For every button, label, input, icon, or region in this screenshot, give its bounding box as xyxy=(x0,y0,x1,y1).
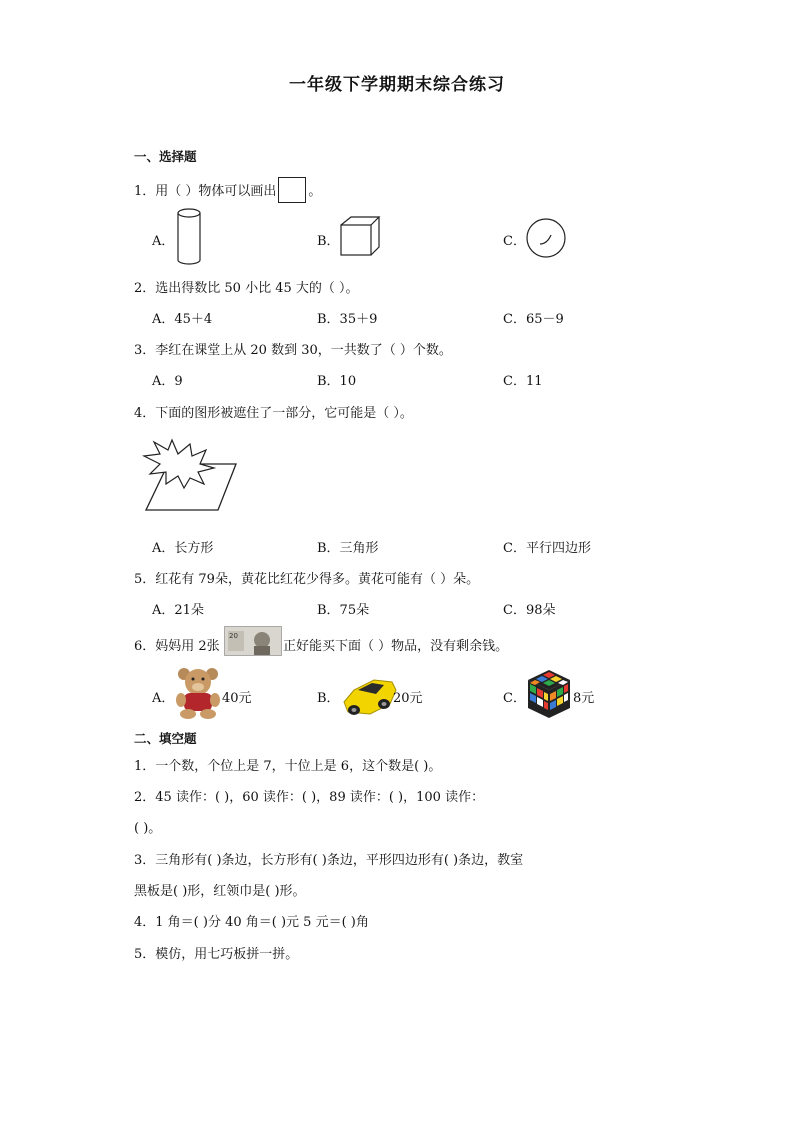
q5-option-a: A．21朵 xyxy=(152,603,204,618)
q6-option-c: C． xyxy=(503,691,526,706)
question-2: 2．选出得数比 50 小比 45 大的（ ）。 xyxy=(134,281,359,296)
page-title: 一年级下学期期末综合练习 xyxy=(289,75,505,95)
q1-option-a: A． xyxy=(152,234,175,249)
question-1 xyxy=(134,177,321,203)
fill-question-2-line2: ( )。 xyxy=(134,821,162,836)
section-heading-fill: 二、填空题 xyxy=(134,731,197,746)
q6-option-a: A． xyxy=(152,691,175,706)
q6-option-b: B． xyxy=(317,691,340,706)
q2-option-c: C．65－9 xyxy=(503,312,564,327)
rubiks-cube-icon xyxy=(526,668,572,720)
banknote-value: 20 xyxy=(229,632,238,640)
q1-option-b: B． xyxy=(317,234,340,249)
fill-question-4: 4．1 角＝( )分 40 角＝( )元 5 元＝( )角 xyxy=(134,915,369,930)
banknote-20-icon xyxy=(224,626,282,656)
question-6-pre: 6．妈妈用 2张 xyxy=(134,639,220,654)
question-3: 3．李红在课堂上从 20 数到 30，一共数了（ ）个数。 xyxy=(134,343,452,358)
fill-question-3-line1: 3．三角形有( )条边，长方形有( )条边，平形四边形有( )条边，教室 xyxy=(134,853,524,868)
q1-option-c: C． xyxy=(503,234,526,249)
question-6-post: 正好能买下面（ ）物品，没有剩余钱。 xyxy=(283,639,509,654)
covered-parallelogram-figure xyxy=(140,438,240,514)
q3-option-c: C．11 xyxy=(503,374,543,389)
q4-option-c: C．平行四边形 xyxy=(503,541,591,556)
fill-question-3-line2: 黑板是( )形，红领巾是( )形。 xyxy=(134,884,306,899)
q5-option-c: C．98朵 xyxy=(503,603,556,618)
square-figure xyxy=(278,177,306,203)
price-b: 20元 xyxy=(393,691,423,706)
q2-option-b: B．35＋9 xyxy=(317,312,378,327)
q4-option-b: B．三角形 xyxy=(317,541,379,556)
price-a: 40元 xyxy=(222,691,252,706)
cube-figure xyxy=(339,215,383,259)
question-5: 5．红花有 79朵，黄花比红花少得多。黄花可能有（ ）朵。 xyxy=(134,572,480,587)
toy-car-icon xyxy=(340,668,398,720)
q4-option-a: A．长方形 xyxy=(152,541,214,556)
q3-option-b: B．10 xyxy=(317,374,357,389)
q5-option-b: B．75朵 xyxy=(317,603,370,618)
cylinder-figure xyxy=(176,208,202,266)
sphere-figure xyxy=(525,217,567,259)
question-4: 4．下面的图形被遮住了一部分，它可能是（ ）。 xyxy=(134,406,413,421)
price-c: 8元 xyxy=(573,691,595,706)
fill-question-2-line1: 2．45 读作：( )，60 读作：( )，89 读作：( )，100 读作： xyxy=(134,790,485,805)
question-1-end: 。 xyxy=(308,184,322,199)
q2-option-a: A．45＋4 xyxy=(152,312,213,327)
teddy-bear-icon xyxy=(172,666,224,720)
q3-option-a: A．9 xyxy=(152,374,183,389)
fill-question-5: 5．模仿，用七巧板拼一拼。 xyxy=(134,947,299,962)
section-heading-choice: 一、选择题 xyxy=(134,149,197,164)
question-1-text: 1．用（ ）物体可以画出 xyxy=(134,184,277,199)
fill-question-1: 1．一个数，个位上是 7，十位上是 6，这个数是( )。 xyxy=(134,759,442,774)
